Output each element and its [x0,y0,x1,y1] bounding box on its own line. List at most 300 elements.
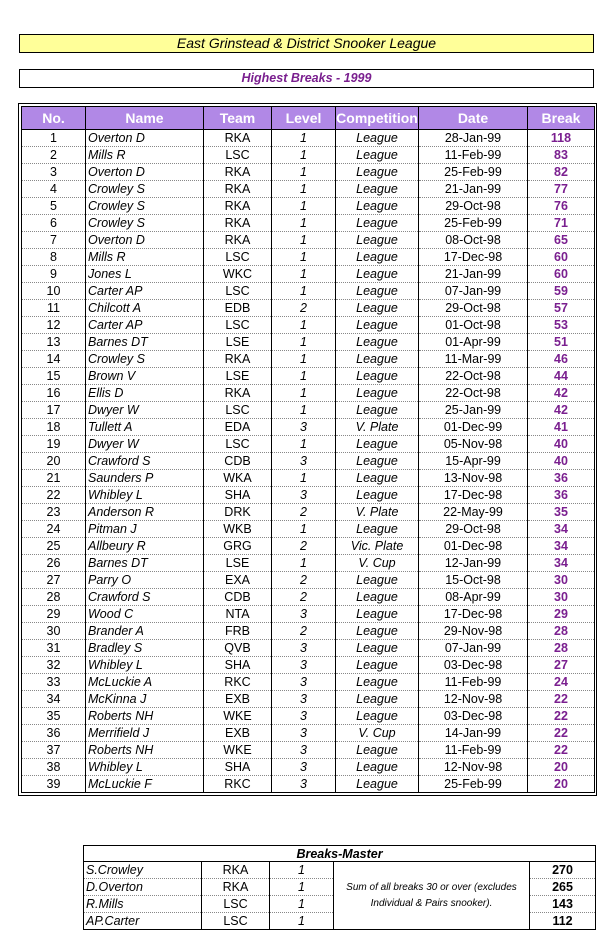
row-number-cell: 10 [22,283,86,300]
row-number-cell: 19 [22,436,86,453]
break-score-cell: 46 [528,351,595,368]
competition-cell: League [336,385,419,402]
competition-cell: League [336,453,419,470]
breaks-master-table [83,845,596,930]
team-code-cell: EXA [204,572,272,589]
date-cell: 25-Feb-99 [419,164,528,181]
date-cell: 11-Feb-99 [419,674,528,691]
table-row [22,436,595,453]
row-number-cell: 6 [22,215,86,232]
competition-cell: League [336,623,419,640]
level-cell: 1 [272,215,336,232]
date-cell: 25-Feb-99 [419,776,528,793]
table-row [22,317,595,334]
table-row [22,130,595,147]
column-header-team: Team [204,107,272,130]
row-number-cell: 18 [22,419,86,436]
competition-cell: League [336,402,419,419]
team-code-cell: LSE [204,555,272,572]
team-code-cell: NTA [204,606,272,623]
break-score-cell: 36 [528,470,595,487]
break-score-cell: 22 [528,708,595,725]
row-number-cell: 37 [22,742,86,759]
team-code-cell: RKA [204,385,272,402]
player-name-cell: Crowley S [86,351,204,368]
team-code-cell: WKE [204,708,272,725]
level-cell: 2 [272,504,336,521]
level-cell: 3 [272,725,336,742]
row-number-cell: 29 [22,606,86,623]
player-name-cell: McLuckie F [86,776,204,793]
player-name-cell: Dwyer W [86,436,204,453]
row-number-cell: 13 [22,334,86,351]
date-cell: 25-Jan-99 [419,402,528,419]
break-score-cell: 44 [528,368,595,385]
break-score-cell: 77 [528,181,595,198]
level-cell: 1 [272,147,336,164]
row-number-cell: 33 [22,674,86,691]
row-number-cell: 12 [22,317,86,334]
level-cell: 1 [270,879,334,896]
date-cell: 21-Jan-99 [419,181,528,198]
row-number-cell: 23 [22,504,86,521]
level-cell: 1 [272,198,336,215]
date-cell: 08-Oct-98 [419,232,528,249]
player-name-cell: Roberts NH [86,742,204,759]
level-cell: 3 [272,776,336,793]
level-cell: 1 [272,334,336,351]
team-code-cell: QVB [204,640,272,657]
level-cell: 1 [272,555,336,572]
player-name-cell: Jones L [86,266,204,283]
player-name-cell: Merrifield J [86,725,204,742]
break-score-cell: 34 [528,555,595,572]
player-name-cell: McKinna J [86,691,204,708]
team-code-cell: LSE [204,334,272,351]
date-cell: 22-May-99 [419,504,528,521]
date-cell: 29-Nov-98 [419,623,528,640]
row-number-cell: 11 [22,300,86,317]
break-score-cell: 27 [528,657,595,674]
competition-cell: League [336,708,419,725]
breaks-master-body [84,862,596,930]
team-code-cell: LSE [204,368,272,385]
team-code-cell: CDB [204,453,272,470]
player-name-cell: Roberts NH [86,708,204,725]
table-row [22,623,595,640]
table-row [22,640,595,657]
break-score-cell: 34 [528,521,595,538]
team-code-cell: FRB [204,623,272,640]
competition-cell: League [336,334,419,351]
player-name-cell: Crowley S [86,181,204,198]
table-row [22,300,595,317]
competition-cell: League [336,317,419,334]
date-cell: 12-Nov-98 [419,759,528,776]
date-cell: 03-Dec-98 [419,657,528,674]
row-number-cell: 36 [22,725,86,742]
date-cell: 08-Apr-99 [419,589,528,606]
break-score-cell: 20 [528,776,595,793]
table-row [22,249,595,266]
row-number-cell: 14 [22,351,86,368]
level-cell: 1 [272,470,336,487]
date-cell: 11-Feb-99 [419,147,528,164]
level-cell: 1 [272,283,336,300]
team-code-cell: DRK [204,504,272,521]
level-cell: 1 [272,249,336,266]
competition-cell: V. Cup [336,555,419,572]
row-number-cell: 34 [22,691,86,708]
table-row [22,555,595,572]
competition-cell: League [336,232,419,249]
column-header-level: Level [272,107,336,130]
row-number-cell: 38 [22,759,86,776]
team-code-cell: RKA [204,232,272,249]
breaks-master-title: Breaks-Master [84,846,596,862]
date-cell: 12-Nov-98 [419,691,528,708]
row-number-cell: 1 [22,130,86,147]
break-score-cell: 118 [528,130,595,147]
row-number-cell: 7 [22,232,86,249]
player-name-cell: McLuckie A [86,674,204,691]
team-code-cell: LSC [204,249,272,266]
team-code-cell: RKA [204,181,272,198]
level-cell: 1 [272,232,336,249]
date-cell: 22-Oct-98 [419,385,528,402]
break-score-cell: 42 [528,402,595,419]
team-code-cell: LSC [202,896,270,913]
date-cell: 01-Apr-99 [419,334,528,351]
date-cell: 01-Dec-99 [419,419,528,436]
break-score-cell: 40 [528,453,595,470]
table-row [22,164,595,181]
level-cell: 1 [272,317,336,334]
table-row [22,147,595,164]
date-cell: 22-Oct-98 [419,368,528,385]
page-subtitle: Highest Breaks - 1999 [19,69,594,88]
level-cell: 2 [272,589,336,606]
table-row [22,419,595,436]
row-number-cell: 2 [22,147,86,164]
break-score-cell: 51 [528,334,595,351]
date-cell: 17-Dec-98 [419,487,528,504]
table-row [22,504,595,521]
level-cell: 1 [270,862,334,879]
row-number-cell: 26 [22,555,86,572]
player-name-cell: Barnes DT [86,555,204,572]
row-number-cell: 27 [22,572,86,589]
date-cell: 11-Feb-99 [419,742,528,759]
player-name-cell: D.Overton [84,879,202,896]
competition-cell: Vic. Plate [336,538,419,555]
table-row [22,283,595,300]
row-number-cell: 28 [22,589,86,606]
break-score-cell: 30 [528,572,595,589]
team-code-cell: RKA [202,862,270,879]
date-cell: 17-Dec-98 [419,606,528,623]
row-number-cell: 5 [22,198,86,215]
row-number-cell: 22 [22,487,86,504]
highest-breaks-table [21,106,595,793]
player-name-cell: Barnes DT [86,334,204,351]
row-number-cell: 32 [22,657,86,674]
player-name-cell: Whibley L [86,759,204,776]
player-name-cell: Carter AP [86,317,204,334]
team-code-cell: WKA [204,470,272,487]
level-cell: 1 [272,402,336,419]
team-code-cell: WKE [204,742,272,759]
date-cell: 07-Jan-99 [419,640,528,657]
level-cell: 1 [270,913,334,930]
date-cell: 13-Nov-98 [419,470,528,487]
competition-cell: League [336,470,419,487]
competition-cell: League [336,589,419,606]
team-code-cell: CDB [204,589,272,606]
table-row [22,708,595,725]
level-cell: 1 [272,385,336,402]
table-row [22,198,595,215]
competition-cell: League [336,164,419,181]
team-code-cell: LSC [202,913,270,930]
competition-cell: League [336,640,419,657]
level-cell: 3 [272,708,336,725]
team-code-cell: RKA [202,879,270,896]
row-number-cell: 31 [22,640,86,657]
team-code-cell: LSC [204,402,272,419]
level-cell: 1 [272,521,336,538]
breaks-master-section [83,845,595,930]
player-name-cell: Anderson R [86,504,204,521]
player-name-cell: Bradley S [86,640,204,657]
table-row [22,181,595,198]
break-score-cell: 82 [528,164,595,181]
break-score-cell: 24 [528,674,595,691]
table-row [22,572,595,589]
competition-cell: V. Cup [336,725,419,742]
player-name-cell: Chilcott A [86,300,204,317]
break-score-cell: 76 [528,198,595,215]
team-code-cell: LSC [204,283,272,300]
break-score-cell: 41 [528,419,595,436]
break-score-cell: 34 [528,538,595,555]
level-cell: 1 [272,368,336,385]
level-cell: 3 [272,487,336,504]
date-cell: 17-Dec-98 [419,249,528,266]
date-cell: 14-Jan-99 [419,725,528,742]
player-name-cell: R.Mills [84,896,202,913]
table-row [22,742,595,759]
competition-cell: League [336,657,419,674]
break-score-cell: 30 [528,589,595,606]
player-name-cell: Carter AP [86,283,204,300]
row-number-cell: 4 [22,181,86,198]
team-code-cell: RKA [204,215,272,232]
competition-cell: League [336,198,419,215]
date-cell: 21-Jan-99 [419,266,528,283]
level-cell: 1 [270,896,334,913]
table-row [22,334,595,351]
player-name-cell: Crowley S [86,215,204,232]
competition-cell: League [336,368,419,385]
player-name-cell: Allbeury R [86,538,204,555]
competition-cell: League [336,487,419,504]
team-code-cell: RKC [204,776,272,793]
team-code-cell: WKB [204,521,272,538]
competition-cell: League [336,759,419,776]
team-code-cell: RKA [204,351,272,368]
team-code-cell: GRG [204,538,272,555]
team-code-cell: LSC [204,147,272,164]
level-cell: 3 [272,657,336,674]
date-cell: 01-Dec-98 [419,538,528,555]
breaks-master-row [84,862,596,879]
competition-cell: League [336,300,419,317]
table-row [22,351,595,368]
competition-cell: League [336,606,419,623]
break-score-cell: 36 [528,487,595,504]
competition-cell: V. Plate [336,419,419,436]
date-cell: 12-Jan-99 [419,555,528,572]
level-cell: 3 [272,606,336,623]
player-name-cell: Pitman J [86,521,204,538]
level-cell: 3 [272,453,336,470]
date-cell: 29-Oct-98 [419,521,528,538]
player-name-cell: Overton D [86,130,204,147]
row-number-cell: 30 [22,623,86,640]
team-code-cell: WKC [204,266,272,283]
break-score-cell: 57 [528,300,595,317]
highest-breaks-table-frame [18,103,597,796]
table-row [22,657,595,674]
competition-cell: League [336,130,419,147]
team-code-cell: SHA [204,657,272,674]
table-row [22,385,595,402]
competition-cell: League [336,266,419,283]
player-name-cell: Whibley L [86,657,204,674]
competition-cell: League [336,742,419,759]
table-row [22,368,595,385]
column-header-date: Date [419,107,528,130]
table-row [22,266,595,283]
level-cell: 3 [272,640,336,657]
table-row [22,606,595,623]
level-cell: 1 [272,351,336,368]
table-row [22,470,595,487]
table-row [22,538,595,555]
date-cell: 11-Mar-99 [419,351,528,368]
team-code-cell: EDA [204,419,272,436]
competition-cell: League [336,181,419,198]
breaks-master-note: Sum of all breaks 30 or over (excludes Individual & Pairs snooker). [334,862,530,930]
column-header-name: Name [86,107,204,130]
break-score-cell: 42 [528,385,595,402]
column-header-competition: Competition [336,107,419,130]
player-name-cell: Overton D [86,232,204,249]
table-header-row [22,107,595,130]
break-score-cell: 60 [528,266,595,283]
team-code-cell: RKA [204,198,272,215]
team-code-cell: RKA [204,164,272,181]
table-row [22,487,595,504]
competition-cell: League [336,215,419,232]
table-row [22,453,595,470]
table-row [22,725,595,742]
team-code-cell: LSC [204,436,272,453]
league-title: East Grinstead & District Snooker League [19,34,594,53]
competition-cell: League [336,776,419,793]
level-cell: 1 [272,436,336,453]
player-name-cell: Brander A [86,623,204,640]
player-name-cell: Mills R [86,249,204,266]
date-cell: 07-Jan-99 [419,283,528,300]
player-name-cell: Ellis D [86,385,204,402]
table-row [22,215,595,232]
break-score-cell: 71 [528,215,595,232]
player-name-cell: Crawford S [86,453,204,470]
break-score-cell: 60 [528,249,595,266]
level-cell: 3 [272,742,336,759]
highest-breaks-body [22,130,595,793]
level-cell: 1 [272,130,336,147]
break-score-cell: 53 [528,317,595,334]
level-cell: 1 [272,266,336,283]
player-name-cell: Overton D [86,164,204,181]
player-name-cell: Parry O [86,572,204,589]
table-row [22,232,595,249]
row-number-cell: 17 [22,402,86,419]
team-code-cell: LSC [204,317,272,334]
competition-cell: League [336,691,419,708]
competition-cell: V. Plate [336,504,419,521]
player-name-cell: Tullett A [86,419,204,436]
column-header-no: No. [22,107,86,130]
team-code-cell: EXB [204,691,272,708]
table-row [22,589,595,606]
break-score-cell: 83 [528,147,595,164]
row-number-cell: 20 [22,453,86,470]
date-cell: 25-Feb-99 [419,215,528,232]
level-cell: 2 [272,623,336,640]
team-code-cell: EXB [204,725,272,742]
level-cell: 3 [272,419,336,436]
level-cell: 1 [272,181,336,198]
competition-cell: League [336,147,419,164]
level-cell: 3 [272,691,336,708]
row-number-cell: 35 [22,708,86,725]
competition-cell: League [336,436,419,453]
date-cell: 29-Oct-98 [419,300,528,317]
date-cell: 03-Dec-98 [419,708,528,725]
row-number-cell: 3 [22,164,86,181]
competition-cell: League [336,283,419,300]
table-row [22,674,595,691]
team-code-cell: RKC [204,674,272,691]
team-code-cell: RKA [204,130,272,147]
column-header-break: Break [528,107,595,130]
date-cell: 29-Oct-98 [419,198,528,215]
break-score-cell: 20 [528,759,595,776]
competition-cell: League [336,521,419,538]
player-name-cell: Brown V [86,368,204,385]
level-cell: 3 [272,759,336,776]
competition-cell: League [336,674,419,691]
break-score-cell: 35 [528,504,595,521]
row-number-cell: 21 [22,470,86,487]
player-name-cell: Mills R [86,147,204,164]
break-score-cell: 22 [528,691,595,708]
breaks-total-cell: 265 [530,879,596,896]
